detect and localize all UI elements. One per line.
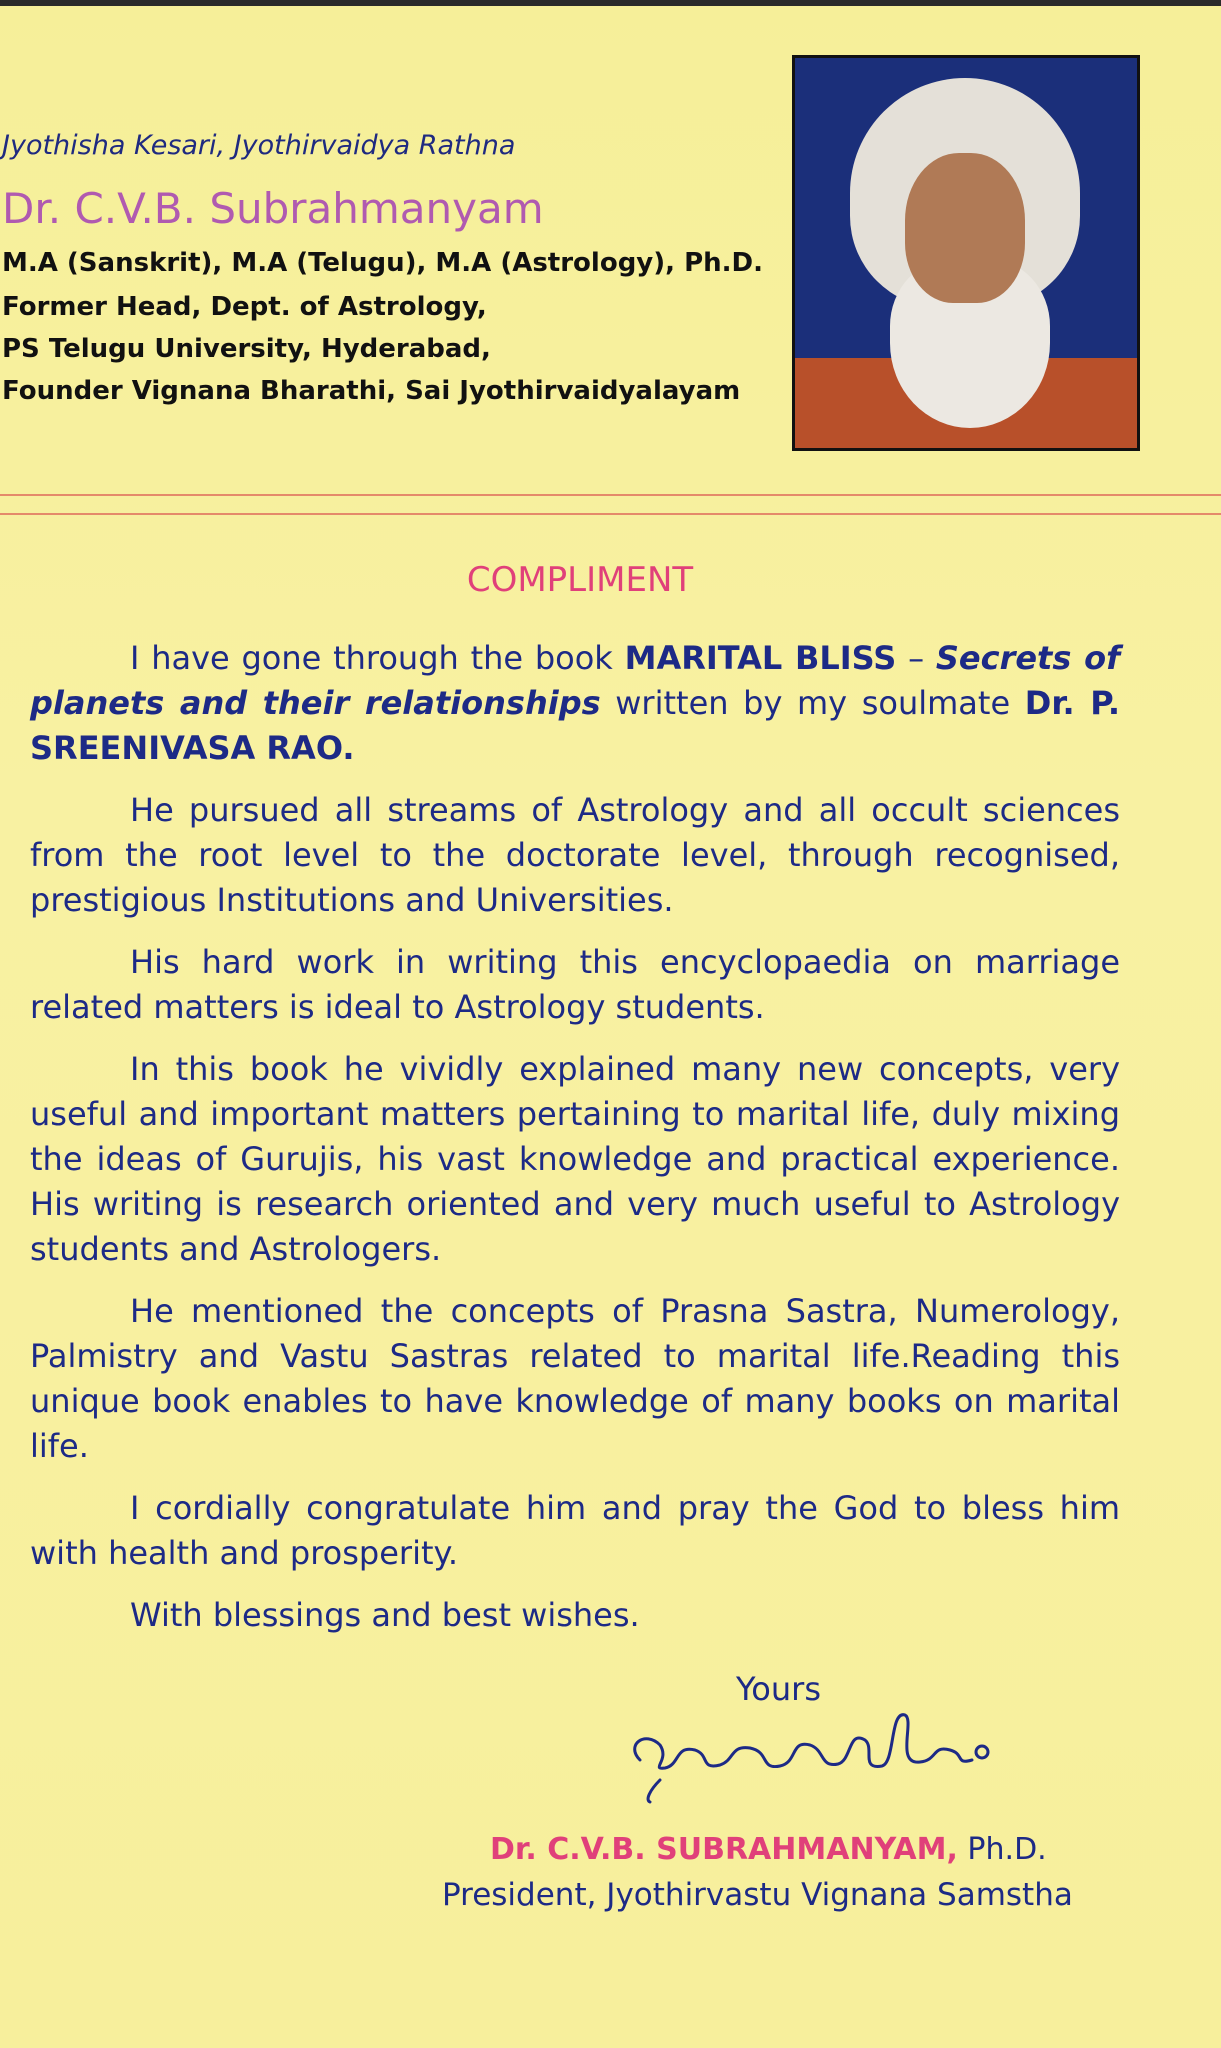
signatory-title: President, Jyothirvastu Vignana Samstha [442,1877,1073,1913]
paragraph-5: He mentioned the concepts of Prasna Sastra, Numerology, Palmistry and Vastu Sastras related to marital life.Reading this unique book enables to have knowledge of many books on marital life. [30,1292,1120,1465]
honorific-titles: Jyothisha Kesari, Jyothirvaidya Rathna [2,130,516,161]
paragraph-1: I have gone through the book MARITAL BLISS – Secrets of planets and their relationships written by my soulmate Dr. P. SREENIVASA RAO. [30,639,1121,767]
section-heading: COMPLIMENT [466,560,694,600]
book-subtitle: Secrets of planets and their relationships [30,639,1121,722]
position-line-3: Founder Vignana Bharathi, Sai Jyothirvaidyalayam [2,376,741,406]
paragraph-2: He pursued all streams of Astrology and all occult sciences from the root level to the doctorate level, through recognised, prestigious Institutions and Universities. [30,791,1120,919]
paragraph-3: His hard work in writing this encyclopaedia on marriage related matters is ideal to Astrology students. [30,943,1120,1026]
position-line-2: PS Telugu University, Hyderabad, [2,334,491,364]
qualifications: M.A (Sanskrit), M.A (Telugu), M.A (Astrology), Ph.D. [2,248,763,278]
divider-line-top [0,494,1221,496]
position-line-1: Former Head, Dept. of Astrology, [2,292,487,322]
top-edge [0,0,1221,6]
paragraph-7: With blessings and best wishes. [130,1596,640,1634]
book-author: Dr. P. SREENIVASA RAO. [30,684,1121,767]
portrait-face [905,153,1025,303]
compliment-body [30,636,1120,1655]
handwritten-signature [620,1690,1000,1820]
portrait-photo [792,55,1140,451]
author-name: Dr. C.V.B. Subrahmanyam [2,184,544,233]
divider-line-bottom [0,513,1221,515]
closing-yours: Yours [736,1670,821,1708]
paragraph-4: In this book he vividly explained many new concepts, very useful and important matters pertaining to marital life, duly mixing the ideas of Gurujis, his vast knowledge and practical experience. His writing is research oriented and very much useful to Astrology students and Astrologers. [30,1050,1120,1268]
signatory-name: Dr. C.V.B. SUBRAHMANYAM, Ph.D. [490,1832,1047,1867]
book-title: MARITAL BLISS [624,639,897,677]
paragraph-6: I cordially congratulate him and pray the God to bless him with health and prosperity. [30,1489,1120,1572]
